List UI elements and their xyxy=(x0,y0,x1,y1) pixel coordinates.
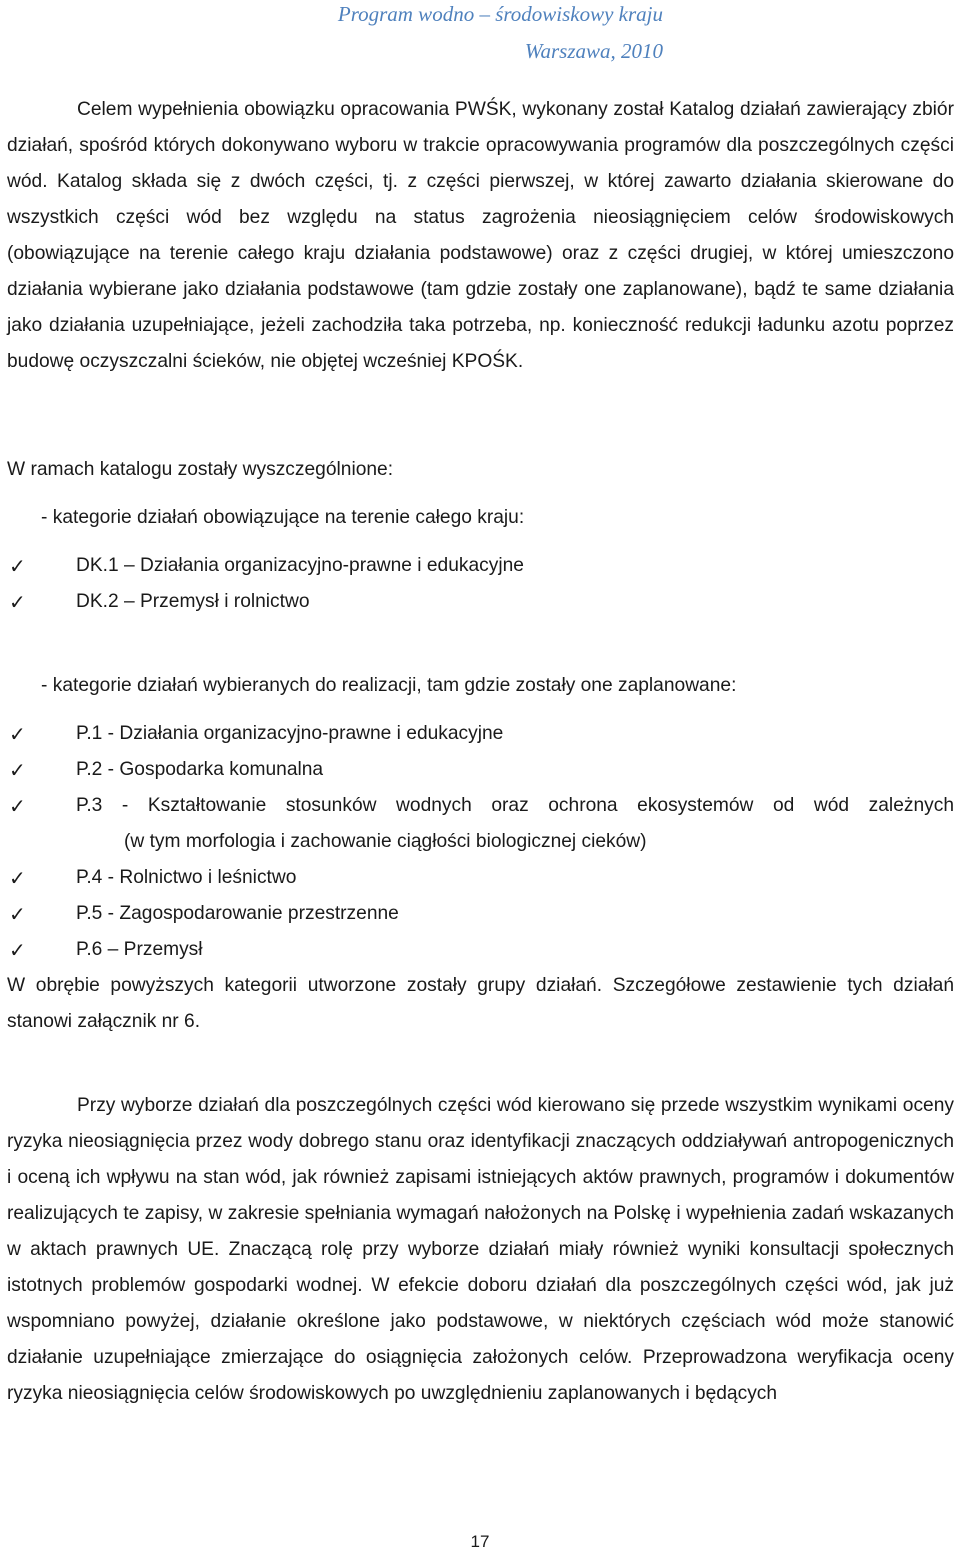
list-item xyxy=(9,584,954,620)
header-title: Program wodno – środowiskowy kraju xyxy=(337,2,663,26)
paragraph-catalog-intro: W ramach katalogu zostały wyszczególnione: xyxy=(7,459,394,480)
checkmark-icon: ✓ xyxy=(9,554,26,578)
list-item xyxy=(9,716,954,752)
list-item-label: P.4 - Rolnictwo i leśnictwo xyxy=(76,867,297,888)
list-item xyxy=(9,752,954,788)
checkmark-icon: ✓ xyxy=(9,590,26,614)
list-item xyxy=(9,788,954,860)
list-item-label: DK.1 – Działania organizacyjno-prawne i edukacyjne xyxy=(76,555,524,576)
list-item-label: P.6 – Przemysł xyxy=(76,939,203,960)
checkmark-icon: ✓ xyxy=(9,758,26,782)
checkmark-icon: ✓ xyxy=(9,902,26,926)
list-item-label: P.3 - Kształtowanie stosunków wodnych oraz ochrona ekosystemów od wód zależnych xyxy=(76,795,954,816)
header-subtitle: Warszawa, 2010 xyxy=(524,39,663,63)
checkmark-icon: ✓ xyxy=(9,722,26,746)
paragraph-national-categories: - kategorie działań obowiązujące na terenie całego kraju: xyxy=(41,507,525,528)
checkmark-icon: ✓ xyxy=(9,938,26,962)
list-item-continuation: (w tym morfologia i zachowanie ciągłości biologicznej cieków) xyxy=(124,831,647,852)
national-categories-list xyxy=(9,548,954,620)
list-item xyxy=(9,932,954,968)
list-item xyxy=(9,548,954,584)
list-item-label: DK.2 – Przemysł i rolnictwo xyxy=(76,591,310,612)
checkmark-icon: ✓ xyxy=(9,794,26,818)
paragraph-groups: W obrębie powyższych kategorii utworzone zostały grupy działań. Szczegółowe zestawienie tych działań stanowi załącznik nr 6. xyxy=(7,975,954,1032)
paragraph-selected-categories: - kategorie działań wybieranych do realizacji, tam gdzie zostały one zaplanowane: xyxy=(41,675,737,696)
list-item-label: P.5 - Zagospodarowanie przestrzenne xyxy=(76,903,399,924)
checkmark-icon: ✓ xyxy=(9,866,26,890)
list-item-label: P.2 - Gospodarka komunalna xyxy=(76,759,324,780)
paragraph-intro: Celem wypełnienia obowiązku opracowania PWŚK, wykonany został Katalog działań zawierający zbiór działań, spośród których dokonywano wyboru w trakcie opracowywania programów dla poszczególnych części wód. Katalog składa się z dwóch części, tj. z części pierwszej, w której zawarto działania skierowane do wszystkich części wód bez względu na status zagrożenia nieosiągnięciem celów środowiskowych (obowiązujące na terenie całego kraju działania podstawowe) oraz z części drugiej, w której umieszczono działania wybierane jako działania podstawowe (tam gdzie zostały one zaplanowane), bądź te same działania jako działania uzupełniające, jeżeli zachodziła taka potrzeba, np. konieczność redukcji ładunku azotu poprzez budowę oczyszczalni ścieków, nie objętej wcześniej KPOŚK. xyxy=(7,99,954,372)
selected-categories-list xyxy=(9,716,954,968)
page-number: 17 xyxy=(470,1532,490,1551)
list-item xyxy=(9,860,954,896)
list-item xyxy=(9,896,954,932)
paragraph-selection-criteria: Przy wyborze działań dla poszczególnych części wód kierowano się przede wszystkim wynikami oceny ryzyka nieosiągnięcia przez wody dobrego stanu oraz identyfikacji znaczących oddziaływań antropogenicznych i oceną ich wpływu na stan wód, jak również zapisami istniejących aktów prawnych, programów i dokumentów realizujących te zapisy, w zakresie spełniania wymagań nałożonych na Polskę i wypełnienia zadań wskazanych w aktach prawnych UE. Znaczącą rolę przy wyborze działań miały również wyniki konsultacji społecznych istotnych problemów gospodarki wodnej. W efekcie doboru działań dla poszczególnych części wód, jak już wspomniano powyżej, działanie określone jako podstawowe, w niektórych częściach wód może stanowić działanie uzupełniające zmierzające do osiągnięcia założonych celów. Przeprowadzona weryfikacja oceny ryzyka nieosiągnięcia celów środowiskowych po uwzględnieniu zaplanowanych i będących xyxy=(7,1095,954,1404)
list-item-label: P.1 - Działania organizacyjno-prawne i edukacyjne xyxy=(76,723,504,744)
